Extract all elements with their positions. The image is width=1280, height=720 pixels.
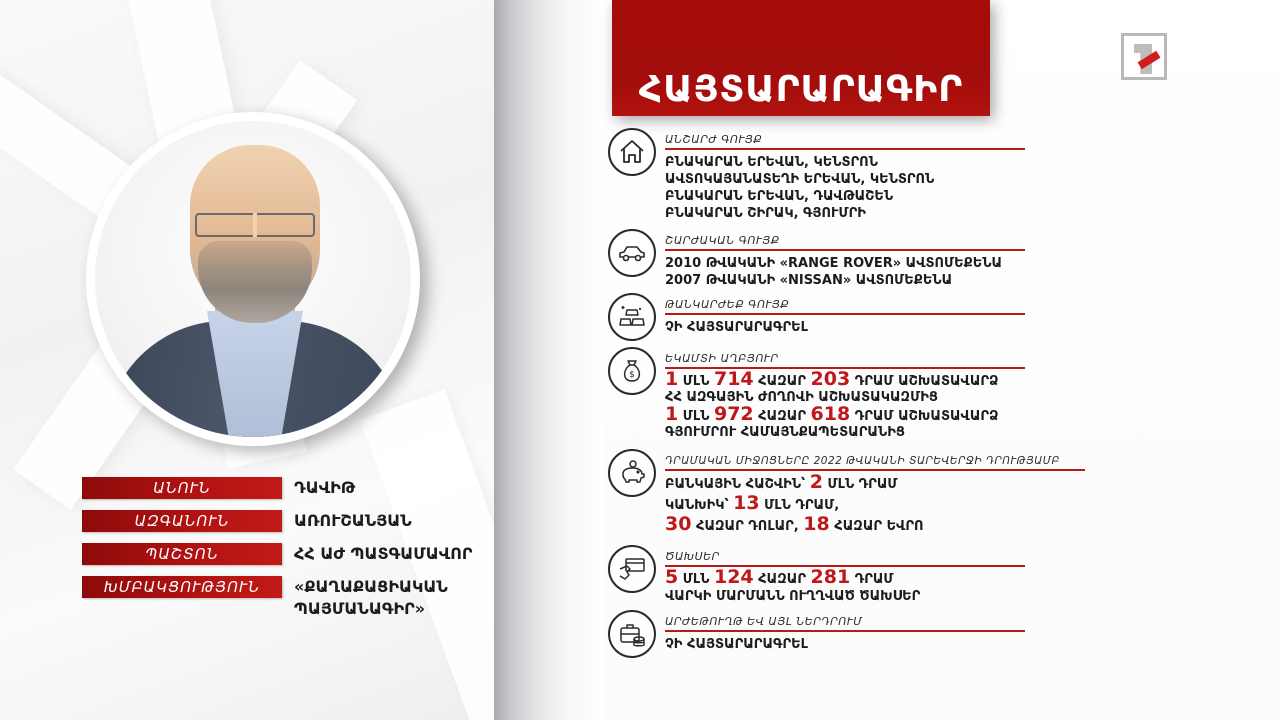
portrait-frame	[86, 112, 420, 446]
income-line: 1 ՄԼՆ 972 ՀԱԶԱՐ 618 ԴՐԱՄ ԱՇԽԱՏԱՎԱՐՁ	[665, 403, 999, 425]
faction-value: «ՔԱՂԱՔԱՑԻԱԿԱՆ ՊԱՅՄԱՆԱԳԻՐ»	[294, 577, 448, 618]
portrait-photo	[95, 121, 411, 437]
foreign-currency-line: 30 ՀԱԶԱՐ ԴՈԼԱՐ, 18 ՀԱԶԱՐ ԵՎՐՈ	[665, 513, 924, 535]
first-name-label: ԱՆՈՒՆ	[82, 477, 282, 499]
credit-card-icon	[608, 545, 656, 593]
car-icon	[608, 229, 656, 277]
info-row-last-name	[82, 510, 494, 534]
section-body	[665, 368, 1085, 441]
income-source: ԳՅՈՒՄՐՈՒ ՀԱՄԱՅՆՔԱՊԵՏԱՐԱՆԻՑ	[665, 425, 905, 440]
section-heading: ՇԱՐԺԱԿԱՆ ԳՈՒՅՔ	[665, 234, 1025, 251]
house-icon	[608, 128, 656, 176]
cash-line: ԿԱՆԽԻԿ՝ 13 ՄԼՆ ԴՐԱՄ,	[665, 492, 840, 514]
info-row-position	[82, 543, 494, 567]
piggy-bank-icon	[608, 449, 656, 497]
person-info-table	[82, 477, 494, 633]
income-line: 1 ՄԼՆ 714 ՀԱԶԱՐ 203 ԴՐԱՄ ԱՇԽԱՏԱՎԱՐՁ	[665, 368, 999, 390]
faction-label: ԽՄԲԱԿՑՈՒԹՅՈՒՆ	[82, 576, 282, 598]
info-row-faction	[82, 576, 494, 624]
panel-divider	[494, 0, 604, 720]
page-title: ՀԱՅՏԱՐԱՐԱԳԻՐ	[638, 69, 964, 110]
section-heading: ԾԱԽՍԵՐ	[665, 550, 1025, 567]
section-valuables	[608, 293, 1068, 343]
section-expenses	[608, 545, 1068, 607]
last-name-value: ԱՌՈՒՇԱՆՅԱՆ	[294, 511, 412, 530]
section-real-estate	[608, 128, 1068, 223]
section-heading: ԴՐԱՄԱԿԱՆ ՄԻՋՈՑՆԵՐԸ 2022 ԹՎԱԿԱՆԻ ՏԱՐԵՎԵՐՋԻ ԴՐՈՒԹՅԱՄԲ	[665, 454, 1085, 471]
section-heading: ԵԿԱՄՏԻ ԱՂԲՅՈՒՐ	[665, 352, 1025, 369]
income-source: ՀՀ ԱԶԳԱՅԻՆ ԺՈՂՈՎԻ ԱՇԽԱՏԱԿԱԶՄԻՑ	[665, 390, 938, 405]
profile-panel	[0, 0, 494, 720]
section-heading: ԹԱՆԿԱՐԺԵՔ ԳՈՒՅՔ	[665, 298, 1025, 315]
info-row-first-name	[82, 477, 494, 501]
section-body	[665, 473, 1085, 536]
title-banner	[612, 0, 990, 116]
section-movable-property	[608, 229, 1068, 289]
first-name-value: ԴԱՎԻԹ	[294, 478, 356, 497]
bank-account-line: ԲԱՆԿԱՅԻՆ ՀԱՇՎԻՆ՝ 2 ՄԼՆ ԴՐԱՄ	[665, 471, 898, 493]
section-heading: ԱՐԺԵԹՈՒՂԹ ԵՎ ԱՅԼ ՆԵՐԴՐՈՒՄ	[665, 615, 1025, 632]
channel-logo	[1121, 33, 1167, 80]
section-body: ԲՆԱԿԱՐԱՆ ԵՐԵՎԱՆ, ԿԵՆՏՐՈՆ ԱՎՏՈԿԱՅԱՆԱՏԵՂԻ ԵՐԵՎԱՆ, ԿԵՆՏՐՈՆ ԲՆԱԿԱՐԱՆ ԵՐԵՎԱՆ, ԴԱՎԹԱՇԵՆ ԲՆԱԿԱՐԱՆ ՇԻՐԱԿ, ԳՅՈՒՄՐԻ	[665, 155, 935, 221]
section-body: ՉԻ ՀԱՅՏԱՐԱՐԱԳՐԵԼ	[665, 637, 808, 652]
briefcase-coins-icon	[608, 610, 656, 658]
section-heading: ԱՆՇԱՐԺ ԳՈՒՅՔ	[665, 133, 1025, 150]
section-body	[665, 566, 1085, 605]
last-name-label: ԱԶԳԱՆՈՒՆ	[82, 510, 282, 532]
expense-amount-line: 5 ՄԼՆ 124 ՀԱԶԱՐ 281 ԴՐԱՄ	[665, 566, 894, 588]
svg-text:$: $	[629, 370, 635, 380]
section-body: 2010 ԹՎԱԿԱՆԻ «RANGE ROVER» ԱՎՏՈՄԵՔԵՆԱ 2007 ԹՎԱԿԱՆԻ «NISSAN» ԱՎՏՈՄԵՔԵՆԱ	[665, 256, 1003, 288]
gold-bars-icon	[608, 293, 656, 341]
position-value: ՀՀ ԱԺ ՊԱՏԳԱՄԱՎՈՐ	[294, 544, 473, 563]
position-label: ՊԱՇՏՈՆ	[82, 543, 282, 565]
expense-note: ՎԱՐԿԻ ՄԱՐՄԱՆՆ ՈՒՂՂՎԱԾ ԾԱԽՍԵՐ	[665, 589, 921, 604]
section-income	[608, 347, 1068, 447]
section-cash-funds	[608, 449, 1068, 541]
section-body: ՉԻ ՀԱՅՏԱՐԱՐԱԳՐԵԼ	[665, 320, 808, 335]
section-securities	[608, 610, 1068, 660]
money-bag-icon	[608, 347, 656, 395]
